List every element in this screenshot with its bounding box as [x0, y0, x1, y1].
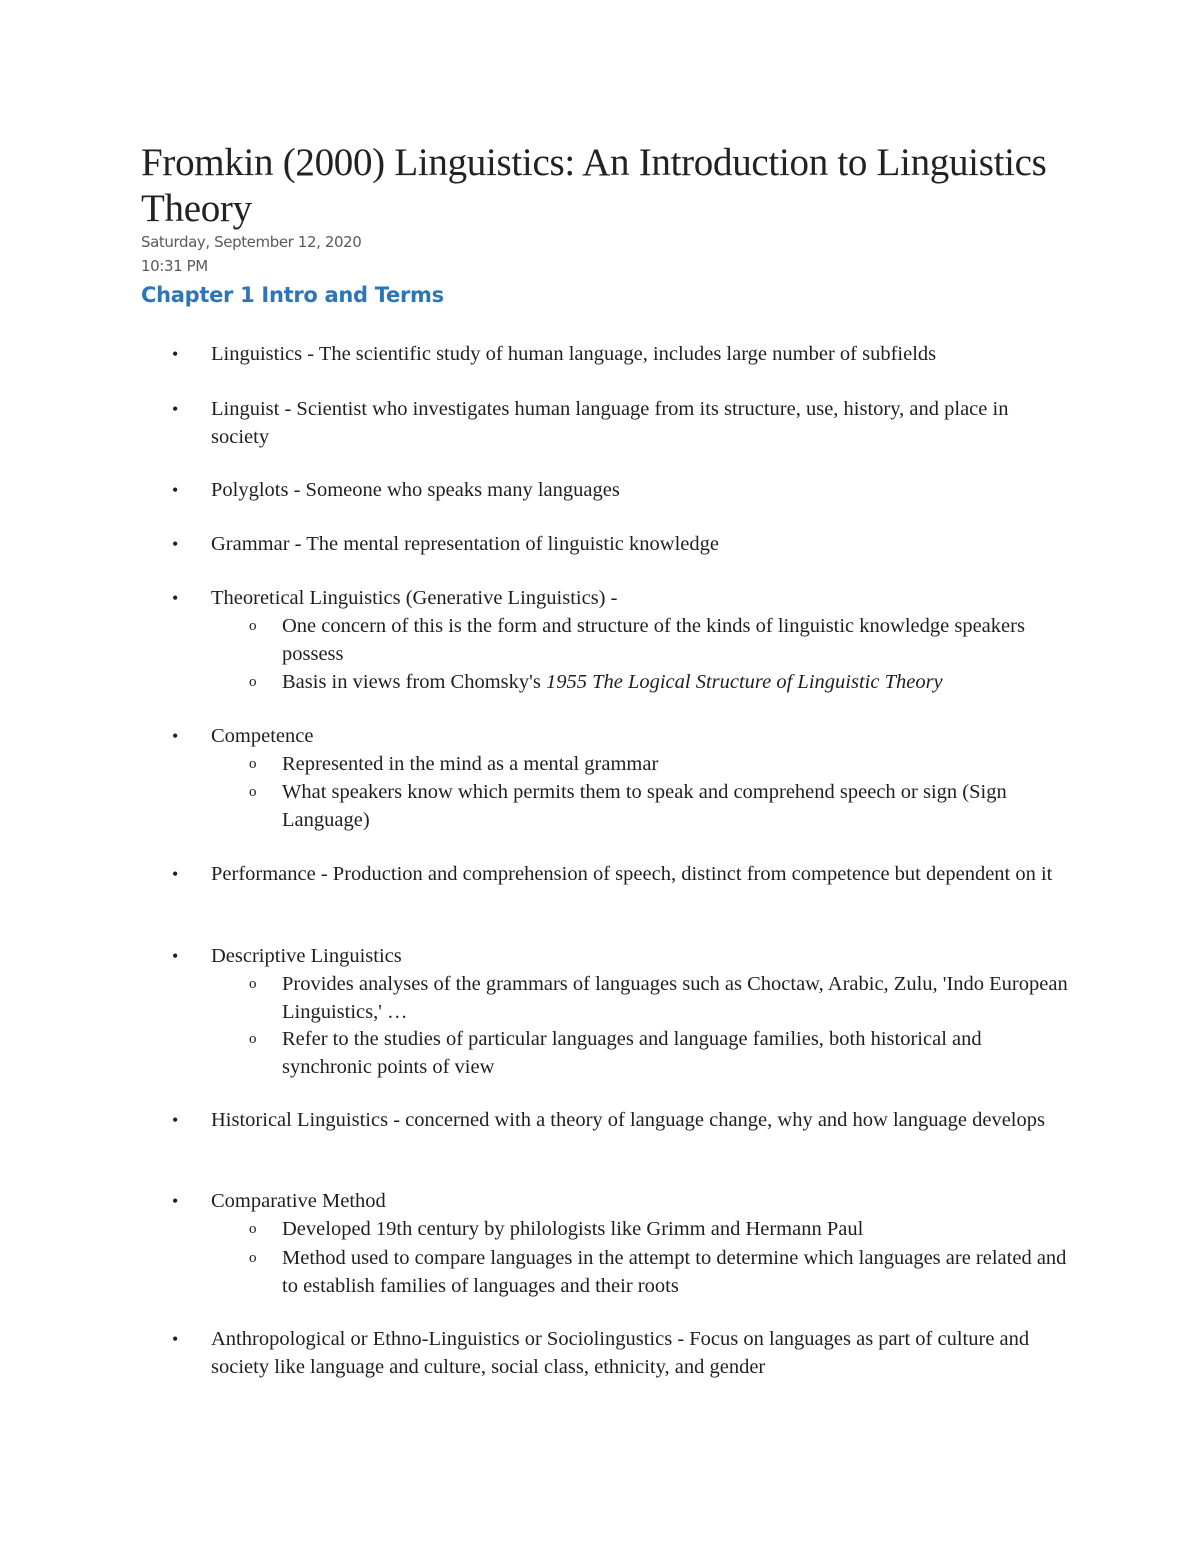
list-item-text: Descriptive Linguistics	[211, 945, 402, 967]
sub-item-text	[282, 668, 1072, 696]
circle-bullet-icon: o	[249, 756, 257, 772]
sub-item-text: Represented in the mind as a mental grammar	[282, 753, 659, 775]
sub-item-text: What speakers know which permits them to speak and comprehend speech or sign (Sign Language)	[282, 781, 1007, 831]
circle-bullet-icon: o	[249, 674, 257, 690]
list-item-text: Anthropological or Ethno-Linguistics or Sociolingustics - Focus on languages as part of culture and society like language and culture, social class, ethnicity, and gender	[211, 1328, 1030, 1378]
list-item-text: Competence	[211, 725, 314, 747]
circle-bullet-icon: o	[249, 1250, 257, 1266]
bullet-icon: •	[172, 399, 179, 419]
list-item-text: Theoretical Linguistics (Generative Linguistics) -	[211, 587, 618, 609]
bullet-icon: •	[172, 726, 179, 746]
sub-item-text: Method used to compare languages in the attempt to determine which languages are related and to establish families of languages and their roots	[282, 1247, 1067, 1297]
sub-item-text: Provides analyses of the grammars of languages such as Choctaw, Arabic, Zulu, 'Indo European Linguistics,' …	[282, 973, 1068, 1023]
chapter-heading: Chapter 1 Intro and Terms	[141, 283, 444, 307]
sub-item-text: Developed 19th century by philologists like Grimm and Hermann Paul	[282, 1218, 864, 1240]
book-title: 1955 The Logical Structure of Linguistic Theory	[545, 671, 943, 693]
circle-bullet-icon: o	[249, 784, 257, 800]
bullet-icon: •	[172, 1329, 179, 1349]
bullet-icon: •	[172, 1110, 179, 1130]
list-item-text: Linguistics - The scientific study of human language, includes large number of subfields	[211, 343, 937, 365]
circle-bullet-icon: o	[249, 976, 257, 992]
bullet-icon: •	[172, 480, 179, 500]
circle-bullet-icon: o	[249, 618, 257, 634]
bullet-icon: •	[172, 344, 179, 364]
bullet-icon: •	[172, 864, 179, 884]
circle-bullet-icon: o	[249, 1031, 257, 1047]
bullet-icon: •	[172, 534, 179, 554]
list-item-text: Grammar - The mental representation of linguistic knowledge	[211, 533, 719, 555]
list-item-text: Comparative Method	[211, 1190, 386, 1212]
page-time: 10:31 PM	[141, 257, 208, 275]
circle-bullet-icon: o	[249, 1221, 257, 1237]
page-date: Saturday, September 12, 2020	[141, 233, 362, 251]
bullet-icon: •	[172, 946, 179, 966]
sub-item-text: One concern of this is the form and structure of the kinds of linguistic knowledge speakers possess	[282, 615, 1025, 665]
list-item-text: Polyglots - Someone who speaks many languages	[211, 479, 620, 501]
bullet-icon: •	[172, 588, 179, 608]
sub-item-text: Refer to the studies of particular languages and language families, both historical and synchronic points of view	[282, 1028, 982, 1078]
sub-item-prefix: Basis in views from Chomsky's	[282, 671, 546, 693]
bullet-icon: •	[172, 1191, 179, 1211]
list-item-text: Historical Linguistics - concerned with a theory of language change, why and how language develops	[211, 1109, 1045, 1131]
list-item-text: Linguist - Scientist who investigates human language from its structure, use, history, and place in society	[211, 398, 1009, 448]
list-item-text: Performance - Production and comprehension of speech, distinct from competence but dependent on it	[211, 863, 1053, 885]
page-title: Fromkin (2000) Linguistics: An Introduction to Linguistics Theory	[141, 141, 1047, 230]
